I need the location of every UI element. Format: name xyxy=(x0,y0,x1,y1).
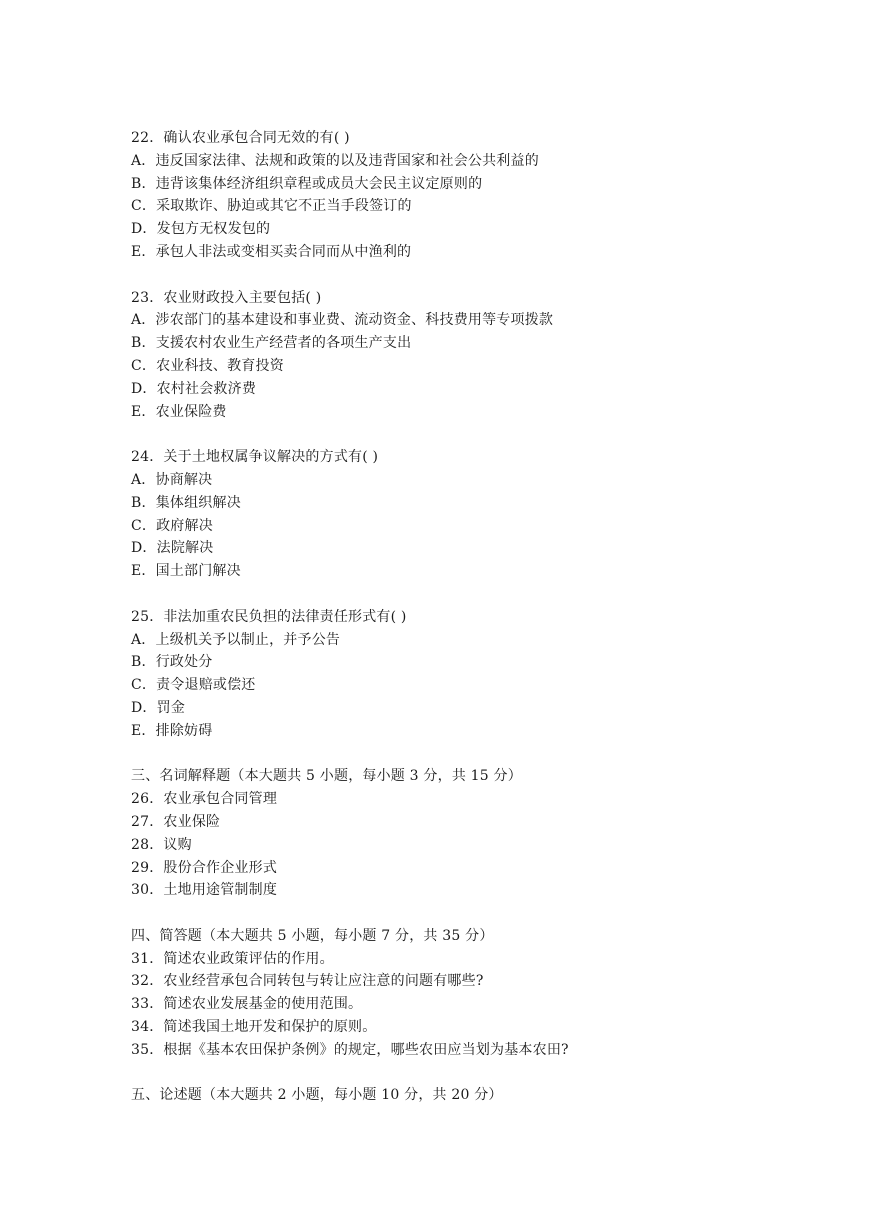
question-item: 26．农业承包合同管理 xyxy=(131,791,278,808)
option-b: B．行政处分 xyxy=(131,654,213,671)
question-item: 32．农业经营承包合同转包与转让应注意的问题有哪些? xyxy=(131,973,484,990)
question-item: 35．根据《基本农田保护条例》的规定，哪些农田应当划为基本农田? xyxy=(131,1041,569,1058)
option-b: B．支援农村农业生产经营者的各项生产支出 xyxy=(131,335,412,352)
question-item: 31．简述农业政策评估的作用。 xyxy=(131,950,334,967)
question-item: 33．简述农业发展基金的使用范围。 xyxy=(131,996,363,1013)
question-item: 34．简述我国土地开发和保护的原则。 xyxy=(131,1019,377,1036)
option-d: D．法院解决 xyxy=(131,540,214,557)
question-23 xyxy=(131,287,811,424)
question-item: 30．土地用途管制制度 xyxy=(131,882,278,899)
section-heading: 四、简答题（本大题共 5 小题，每小题 7 分，共 35 分） xyxy=(131,927,494,944)
question-stem: 23．农业财政投入主要包括( ) xyxy=(131,289,322,306)
option-c: C．责令退赔或偿还 xyxy=(131,677,256,694)
option-c: C．政府解决 xyxy=(131,517,213,534)
question-item: 29．股份合作企业形式 xyxy=(131,859,278,876)
option-d: D．农村社会救济费 xyxy=(131,380,257,397)
option-c: C．采取欺诈、胁迫或其它不正当手段签订的 xyxy=(131,198,412,215)
option-d: D．罚金 xyxy=(131,699,186,716)
question-item: 27．农业保险 xyxy=(131,813,221,830)
question-stem: 22．确认农业承包合同无效的有( ) xyxy=(131,130,350,146)
section-heading: 三、名词解释题（本大题共 5 小题，每小题 3 分，共 15 分） xyxy=(131,768,522,785)
question-item: 28．议购 xyxy=(131,836,192,853)
option-e: E．农业保险费 xyxy=(131,403,227,420)
section-heading: 五、论述题（本大题共 2 小题，每小题 10 分，共 20 分） xyxy=(131,1087,503,1104)
question-stem: 25．非法加重农民负担的法律责任形式有( ) xyxy=(131,608,407,625)
question-stem: 24．关于土地权属争议解决的方式有( ) xyxy=(131,449,379,466)
option-a: A．上级机关予以制止，并予公告 xyxy=(131,631,341,648)
option-d: D．发包方无权发包的 xyxy=(131,221,271,238)
option-a: A．涉农部门的基本建设和事业费、流动资金、科技费用等专项拨款 xyxy=(131,312,554,329)
question-22 xyxy=(131,127,811,264)
option-b: B．集体组织解决 xyxy=(131,494,241,511)
option-a: A．协商解决 xyxy=(131,471,213,488)
option-e: E．承包人非法或变相买卖合同而从中渔利的 xyxy=(131,243,412,260)
document-page xyxy=(131,127,811,1130)
option-e: E．国土部门解决 xyxy=(131,563,241,580)
question-25 xyxy=(131,606,811,743)
option-a: A．违反国家法律、法规和政策的以及违背国家和社会公共利益的 xyxy=(131,152,539,169)
option-b: B．违背该集体经济组织章程或成员大会民主议定原则的 xyxy=(131,175,483,192)
question-24 xyxy=(131,446,811,583)
section-short-answer xyxy=(131,925,811,1062)
section-essay xyxy=(131,1084,811,1107)
section-term-definitions xyxy=(131,765,811,902)
option-c: C．农业科技、教育投资 xyxy=(131,357,284,374)
option-e: E．排除妨碍 xyxy=(131,722,213,739)
